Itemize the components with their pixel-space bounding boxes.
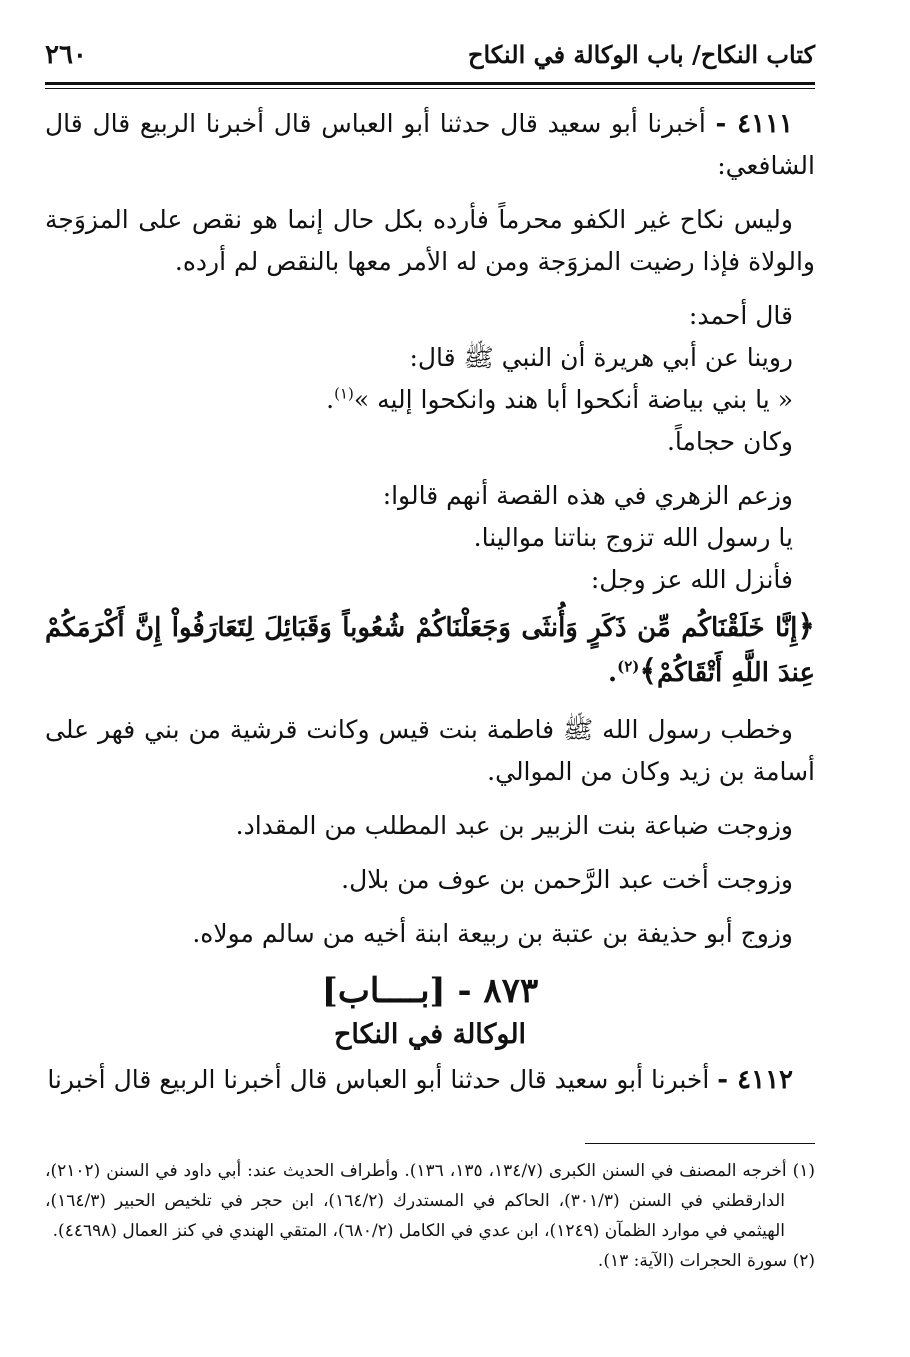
page-header [45, 40, 815, 80]
quote-text: « يا بني بياضة أنكحوا أبا هند وانكحوا إليه » [353, 385, 793, 414]
hadith-number: ٤١١٢ - [717, 1065, 793, 1095]
paragraph: فأنزل الله عز وجل: [590, 565, 793, 594]
hadith-number: ٤١١١ - [715, 109, 793, 139]
hadith-text: أخبرنا أبو سعيد قال حدثنا أبو العباس قال أخبرنا الربيع قال أخبرنا [47, 1065, 710, 1094]
paragraph: قال أحمد: [688, 301, 793, 330]
paragraph: يا رسول الله تزوج بناتنا موالينا. [473, 523, 793, 552]
main-text [45, 103, 815, 1101]
header-rule-thin [45, 88, 815, 89]
quran-bracket-open: ﴿ [797, 609, 815, 644]
paragraph: روينا عن أبي هريرة أن النبي ﷺ قال: [409, 343, 793, 372]
footnote-separator [45, 1143, 815, 1144]
page [45, 40, 815, 1101]
hadith-4111 [45, 103, 815, 187]
paragraph: وزوجت أخت عبد الرَّحمن بن عوف من بلال. [341, 865, 793, 894]
quran-text: إِنَّا خَلَقْنَاكُم مِّن ذَكَرٍ وَأُنثَى وَجَعَلْنَاكُمْ شُعُوباً وَقَبَائِلَ لِتَعَارَفُواْ إِنَّ أَكْرَمَكُمْ عِندَ اللَّهِ أَتْقَاكُمْ [45, 613, 815, 688]
paragraph: وزعم الزهري في هذه القصة أنهم قالوا: [382, 481, 793, 510]
section-heading: ٨٧٣ - [بــــاب] [321, 971, 539, 1011]
footnotes [45, 1156, 815, 1276]
quran-verse [45, 605, 815, 695]
footnote-2: (٢) سورة الحجرات (الآية: ١٣). [597, 1251, 815, 1271]
quran-end: . [608, 658, 618, 688]
paragraph: وكان حجاماً. [666, 427, 793, 456]
page-number: ٢٦٠ [45, 40, 87, 70]
hadith-quote: « يا بني بياضة أنكحوا أبا هند وانكحوا إليه »$^{(١)}$. [326, 384, 793, 414]
section-subheading: الوكالة في النكاح [333, 1019, 527, 1050]
quran-bracket-close: ﴾ [639, 654, 657, 689]
header-rule-thick [45, 82, 815, 85]
paragraph: وخطب رسول الله ﷺ فاطمة بنت قيس وكانت قرشية من بني فهر على أسامة بن زيد وكان من الموالي. [45, 715, 815, 786]
paragraph: وليس نكاح غير الكفو محرماً فأرده بكل حال إنما هو نقص على المزوَجة والولاة فإذا رضيت المزوَجة ومن له الأمر معها بالنقص لم أرده. [45, 205, 815, 276]
paragraph: وزوج أبو حذيفة بن عتبة بن ربيعة ابنة أخيه من سالم مولاه. [192, 919, 793, 948]
footnote-1: (١) أخرجه المصنف في السنن الكبرى (١٣٤/٧، ١٣٥، ١٣٦). وأطراف الحديث عند: أبي داود في السنن (٢١٠٢)، الدارقطني في السنن (٣٠١/٣)، الحاكم في المستدرك (١٦٤/٢)، ابن حجر في تلخيص الحبير (١٦٤/٣)، الهيثمي في موارد الظمآن (١٢٤٩)، ابن عدي في الكامل (٦٨٠/٢)، المتقي الهندي في كنز العمال (٤٤٦٩٨). [45, 1161, 816, 1241]
paragraph: وزوجت ضباعة بنت الزبير بن عبد المطلب من المقداد. [235, 811, 793, 840]
hadith-text: أخبرنا أبو سعيد قال حدثنا أبو العباس قال أخبرنا الربيع قال قال الشافعي: [45, 109, 815, 180]
running-title: كتاب النكاح/ باب الوكالة في النكاح [467, 40, 815, 69]
hadith-4112 [45, 1059, 815, 1101]
footnote-ref: (١) [334, 384, 354, 403]
footnote-ref: (٢) [617, 657, 640, 676]
